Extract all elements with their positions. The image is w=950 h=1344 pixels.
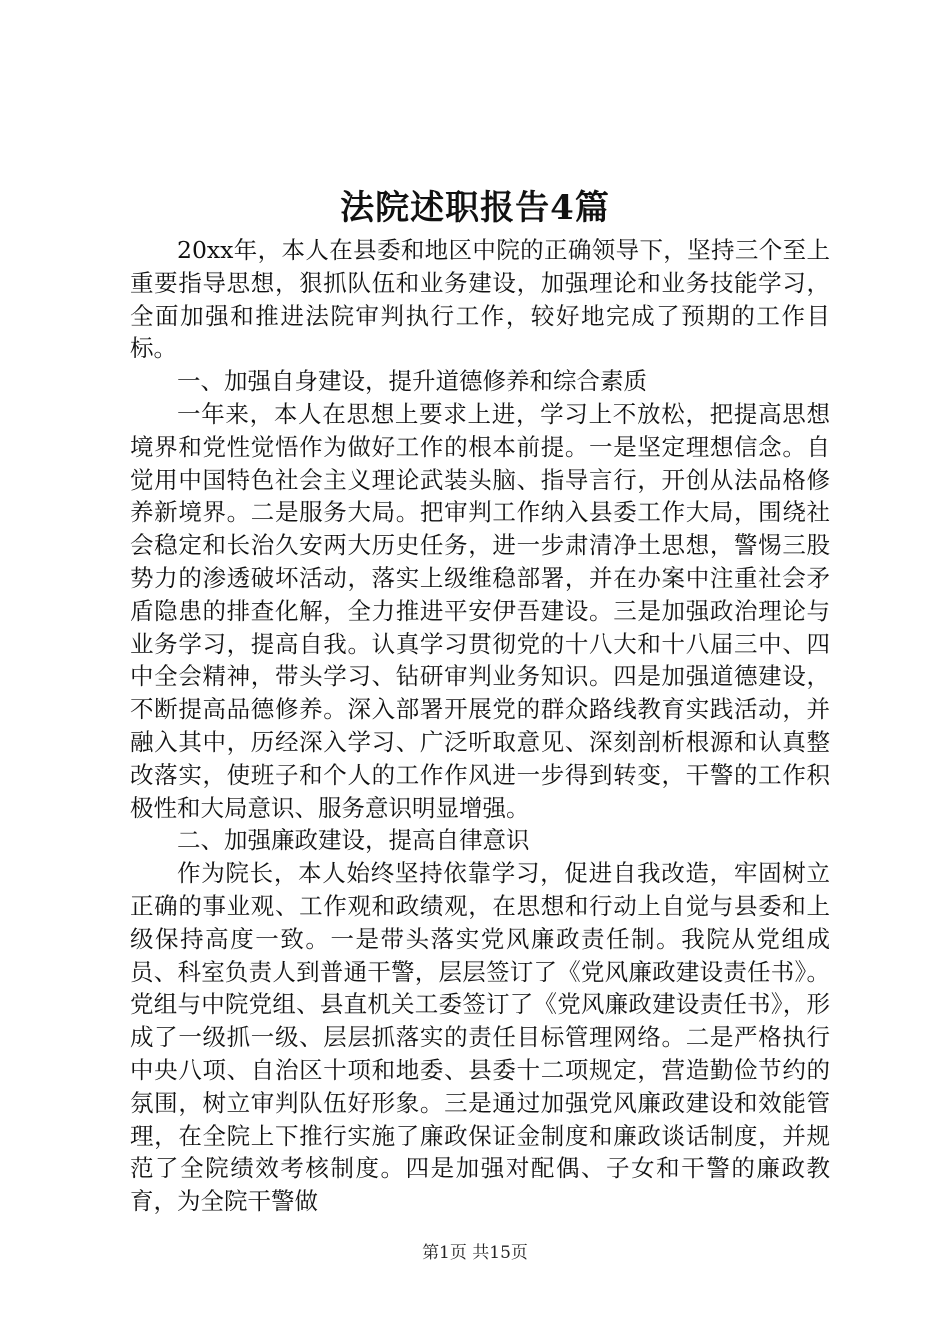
paragraph-section-1: 一年来，本人在思想上要求上进，学习上不放松，把提高思想境界和党性觉悟作为做好工作的根本前提。一是坚定理想信念。自觉用中国特色社会主义理论武装头脑、指导言行，开创从法品格修养新境界。二是服务大局。把审判工作纳入县委工作大局，围绕社会稳定和长治久安两大历史任务，进一步肃清净土思想，警惕三股势力的渗透破坏活动，落实上级维稳部署，并在办案中注重社会矛盾隐患的排查化解，全力推进平安伊吾建设。三是加强政治理论与业务学习，提高自我。认真学习贯彻党的十八大和十八届三中、四中全会精神，带头学习、钻研审判业务知识。四是加强道德建设，不断提高品德修养。深入部署开展党的群众路线教育实践活动，并融入其中，历经深入学习、广泛听取意见、深刻剖析根源和认真整改落实，使班子和个人的工作作风进一步得到转变，干警的工作积极性和大局意识、服务意识明显增强。 xyxy=(130,399,830,822)
page-footer: 第1页 共15页 xyxy=(422,1243,528,1263)
paragraph-intro: 20xx年，本人在县委和地区中院的正确领导下，坚持三个至上重要指导思想，狠抓队伍和业务建设，加强理论和业务技能学习，全面加强和推进法院审判执行工作，较好地完成了预期的工作目标。 xyxy=(130,236,830,363)
document-body xyxy=(130,234,830,1218)
section-heading-1: 一、加强自身建设，提升道德修养和综合素质 xyxy=(177,367,647,396)
section-heading-2: 二、加强廉政建设，提高自律意识 xyxy=(177,826,530,855)
document-title: 法院述职报告4篇 xyxy=(340,188,610,228)
paragraph-section-2: 作为院长，本人始终坚持依靠学习，促进自我改造，牢固树立正确的事业观、工作观和政绩观，在思想和行动上自觉与县委和上级保持高度一致。一是带头落实党风廉政责任制。我院从党组成员、科室负责人到普通干警，层层签订了《党风廉政建设责任书》。党组与中院党组、县直机关工委签订了《党风廉政建设责任书》，形成了一级抓一级、层层抓落实的责任目标管理网络。二是严格执行中央八项、自治区十项和地委、县委十二项规定，营造勤俭节约的氛围，树立审判队伍好形象。三是通过加强党风廉政建设和效能管理，在全院上下推行实施了廉政保证金制度和廉政谈话制度，并规范了全院绩效考核制度。四是加强对配偶、子女和干警的廉政教育，为全院干警做 xyxy=(130,859,830,1216)
